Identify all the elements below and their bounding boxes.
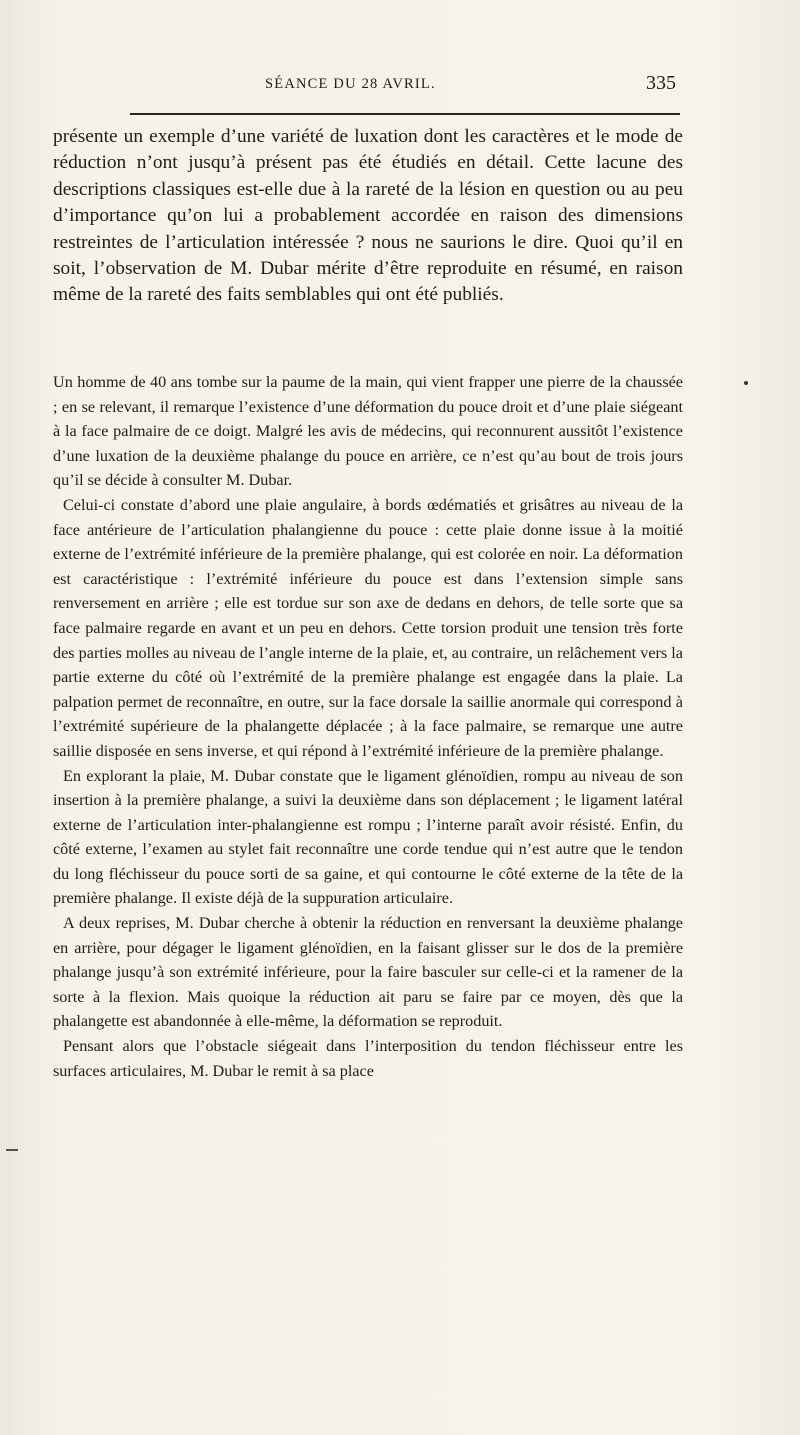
- page-number: 335: [646, 72, 676, 94]
- case-report: [53, 370, 683, 1083]
- margin-dash: [6, 1149, 18, 1151]
- header-rule: [130, 113, 680, 115]
- case-paragraph-1: Un homme de 40 ans tombe sur la paume de la main, qui vient frapper une pierre de la chaussée ; en se relevant, il remarque l’existence d’une déformation du pouce droit et d’une plaie siégeant à la face palmaire de ce doigt. Malgré les avis de médecins, qui reconnurent aussitôt l’existence d’une luxation de la deuxième phalange du pouce en arrière, ce n’est qu’au bout de trois jours qu’il se décide à consulter M. Dubar.: [53, 373, 683, 490]
- intro-text: [53, 124, 683, 309]
- running-head: SÉANCE DU 28 AVRIL.: [265, 76, 436, 92]
- case-paragraph-3: En explorant la plaie, M. Dubar constate que le ligament glénoïdien, rompu au niveau de son insertion à la première phalange, a suivi la deuxième dans son déplacement ; le ligament latéral externe de l’articulation inter-phalangienne est rompu ; l’interne paraît avoir résisté. Enfin, du côté externe, l’examen au stylet fait reconnaître une corde tendue qui n’est autre que le tendon du long fléchisseur du pouce sorti de sa gaine, et qui contourne le côté externe de la tête de la première phalange. Il existe déjà de la suppuration articulaire.: [53, 766, 683, 908]
- intro-paragraph: présente un exemple d’une variété de luxation dont les caractères et le mode de réduction n’ont jusqu’à présent pas été étudiés en détail. Cette lacune des descriptions classiques est-elle due à la rareté de la lésion en question ou au peu d’importance qu’on lui a probablement accordée en raison des dimensions restreintes de l’articulation intéressée ? nous ne saurions le dire. Quoi qu’il en soit, l’observation de M. Dubar mérite d’être reproduite en résumé, en raison même de la rareté des faits semblables qui ont été publiés.: [53, 126, 683, 306]
- case-paragraph-5: Pensant alors que l’obstacle siégeait dans l’interposition du tendon fléchisseur entre les surfaces articulaires, M. Dubar le remit à sa place: [53, 1037, 683, 1080]
- case-paragraph-4: A deux reprises, M. Dubar cherche à obtenir la réduction en renversant la deuxième phalange en arrière, pour dégager le ligament glénoïdien, en la faisant glisser sur le dos de la première phalange jusqu’à son extrémité inférieure, pour la faire basculer sur celle-ci et la ramener de la sorte à la flexion. Mais quoique la réduction ait paru se faire par ce moyen, dès que la phalangette est abandonnée à elle-même, la déformation se reproduit.: [53, 914, 683, 1031]
- case-paragraph-2: Celui-ci constate d’abord une plaie angulaire, à bords œdématiés et grisâtres au niveau de la face antérieure de l’articulation phalangienne du pouce : cette plaie donne issue à la moitié externe de l’extrémité inférieure de la première phalange, qui est colorée en noir. La déformation est caractéristique : l’extrémité inférieure du pouce est dans l’extension simple sans renversement en arrière ; elle est tordue sur son axe de dedans en dehors, de telle sorte que sa face palmaire regarde en avant et un peu en dehors. Cette torsion produit une tension très forte des parties molles au niveau de l’angle interne de la plaie, et, au contraire, un relâchement vers la partie externe du côté où l’extrémité de la première phalange est engagée dans la plaie. La palpation permet de reconnaître, en outre, sur la face dorsale la saillie anormale qui correspond à l’extrémité supérieure de la phalangette déplacée ; à la face palmaire, se remarque une autre saillie disposée en sens inverse, et qui répond à l’extrémité inférieure de la première phalange.: [53, 495, 683, 760]
- margin-mark: [744, 381, 748, 385]
- page-header: [0, 72, 800, 102]
